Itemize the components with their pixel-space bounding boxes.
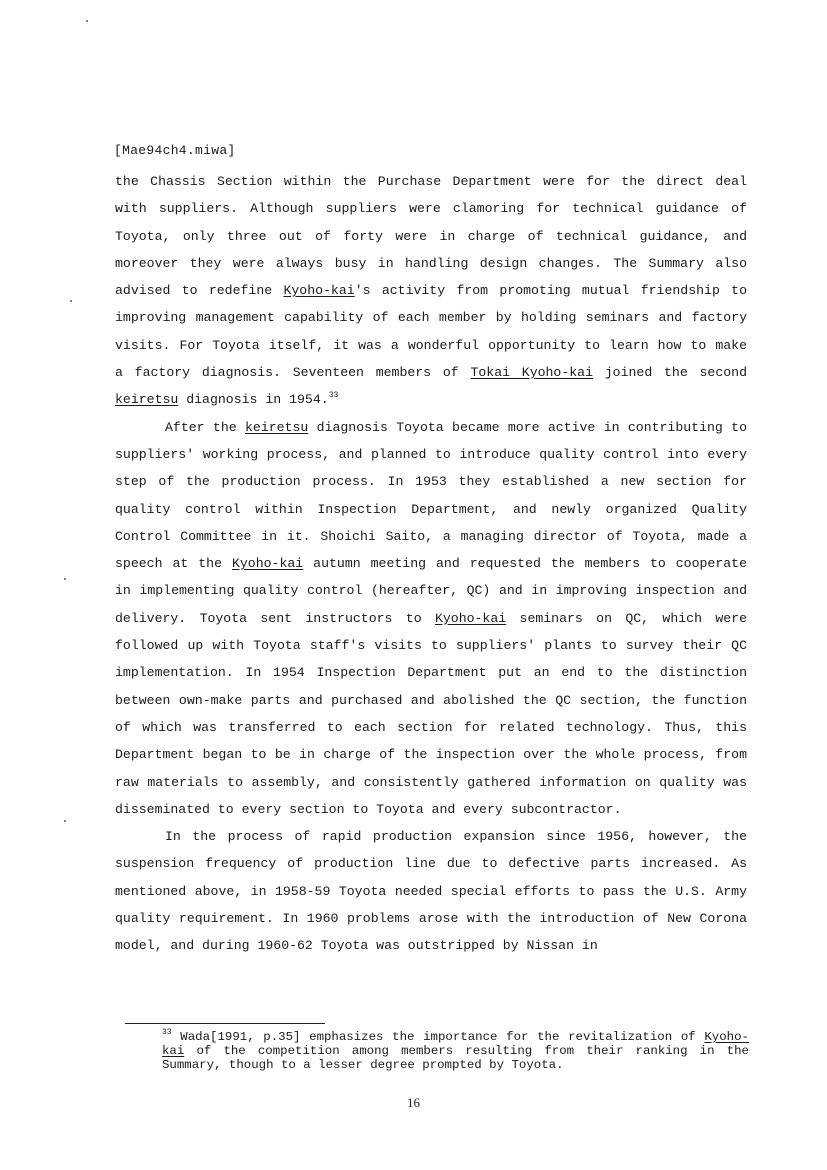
footnote [127, 1030, 749, 1072]
footnote-rule [125, 1023, 325, 1024]
underlined-term: keiretsu [115, 392, 179, 408]
scan-speck [64, 578, 66, 580]
underlined-term: Tokai Kyoho-kai [470, 365, 594, 381]
scan-speck [86, 20, 88, 22]
underlined-term: Kyoho-kai [283, 283, 355, 299]
text-run: In the process of rapid production expansion since 1956, however, the suspension frequency of production line due to defective parts increased. As mentioned above, in 1958-59 Toyota needed special efforts to pass the U.S. Army quality requirement. In 1960 problems arose with the introduction of New Corona model, and during 1960-62 Toyota was outstripped by Nissan in [115, 829, 747, 954]
paragraph [115, 414, 747, 823]
paragraph [115, 823, 747, 959]
text-run: seminars on QC, which were followed up with Toyota staff's visits to suppliers' plants to survey their QC implementation. In 1954 Inspection Department put an end to the distinction between own-make parts and purchased and abolished the QC section, the function of which was transferred to each section for related technology. Thus, this Department began to be in charge of the inspection over the whole process, from raw materials to assembly, and consistently gathered information on quality was disseminated to every section to Toyota and every subcontractor. [115, 610, 747, 817]
paragraph [115, 168, 747, 414]
footnote-ref: 33 [328, 391, 339, 401]
footnote-ref: 33 [162, 1028, 172, 1037]
text-run: joined the second [593, 365, 747, 381]
text-run: After the [165, 419, 245, 435]
body-text [115, 168, 747, 960]
footnote-text [127, 1030, 749, 1072]
text-run: of the competition among members resulting from their ranking in the Summary, though to a lesser degree prompted by Toyota. [162, 1044, 749, 1072]
text-run: autumn meeting and requested the members to cooperate in implementing quality control (hereafter, QC) and in improving inspection and delivery. Toyota sent instructors to [115, 556, 747, 626]
underlined-term: Kyoho-kai [231, 556, 304, 572]
text-run: Wada[1991, p.35] emphasizes the importance for the revitalization of [171, 1030, 705, 1044]
text-run: diagnosis in 1954. [178, 392, 329, 408]
scan-speck [64, 820, 66, 822]
underlined-term: Kyoho-kai [434, 610, 507, 626]
underlined-term: keiretsu [245, 419, 309, 435]
page-number: 16 [407, 1095, 420, 1110]
text-run: the Chassis Section within the Purchase Department were for the direct deal with suppliers. Although suppliers were clamoring for technical guidance of Toyota, only three out of forty were in charge of technical guidance, and moreover they were always busy in handling design changes. The Summary also advised to redefine [115, 174, 747, 299]
scan-speck [70, 300, 72, 302]
file-tag: [Mae94ch4.miwa] [114, 143, 236, 158]
text-run: 's activity from promoting mutual friendship to improving management capability of each member by holding seminars and factory visits. For Toyota itself, it was a wonderful opportunity to learn how to make a factory diagnosis. Seventeen members of [115, 283, 747, 381]
text-run: diagnosis Toyota became more active in contributing to suppliers' working process, and planned to introduce quality control into every step of the production process. In 1953 they established a new section for quality control within Inspection Department, and newly organized Quality Control Committee in it. Shoichi Saito, a managing director of Toyota, made a speech at the [115, 419, 747, 572]
underlined-term: Kyoho-kai [162, 1030, 749, 1058]
